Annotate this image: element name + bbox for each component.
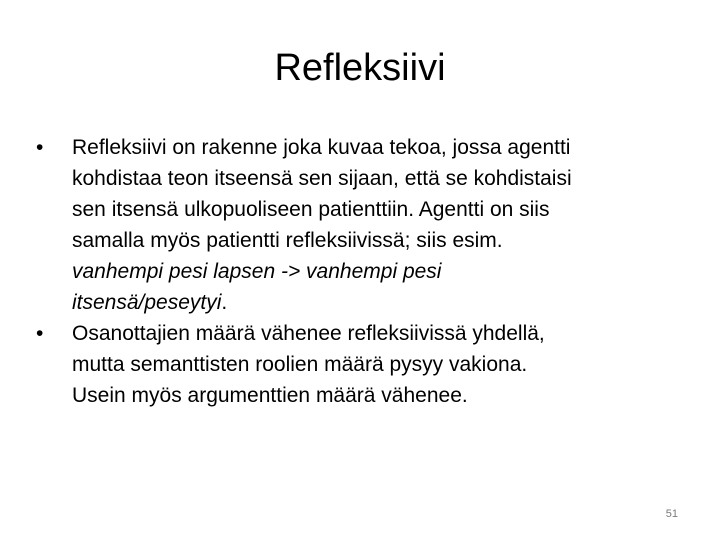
bullet-icon: •: [36, 322, 44, 345]
bullet-1-line-2: kohdistaa teon itseensä sen sijaan, että se kohdistaisi: [72, 167, 572, 190]
bullet-1-line-4: samalla myös patientti refleksiivissä; siis esim.: [72, 229, 503, 252]
bullet-1-line-3: sen itsensä ulkopuoliseen patienttiin. Agentti on siis: [72, 198, 550, 221]
slide-title: Refleksiivi: [274, 47, 446, 89]
bullet-item-1: [36, 132, 686, 318]
bullet-1-example-line-2-wrapper: [72, 287, 686, 318]
bullet-item-2: [36, 318, 686, 411]
bullet-2-line-1: Osanottajien määrä vähenee refleksiivissä yhdellä,: [72, 322, 545, 345]
bullet-1-example-line-2: itsensä/peseytyi: [72, 291, 222, 314]
bullet-1-example-line-1: vanhempi pesi lapsen -> vanhempi pesi: [72, 260, 442, 283]
bullet-1-line-1: Refleksiivi on rakenne joka kuvaa tekoa, jossa agentti: [72, 136, 571, 159]
bullet-2-line-2: mutta semanttisten roolien määrä pysyy vakiona.: [72, 353, 528, 376]
bullet-2-line-3: Usein myös argumenttien määrä vähenee.: [72, 384, 468, 407]
bullet-list: [36, 132, 686, 411]
page-number: 51: [665, 508, 678, 520]
bullet-1-example-period: .: [221, 291, 228, 314]
bullet-icon: •: [36, 136, 44, 159]
